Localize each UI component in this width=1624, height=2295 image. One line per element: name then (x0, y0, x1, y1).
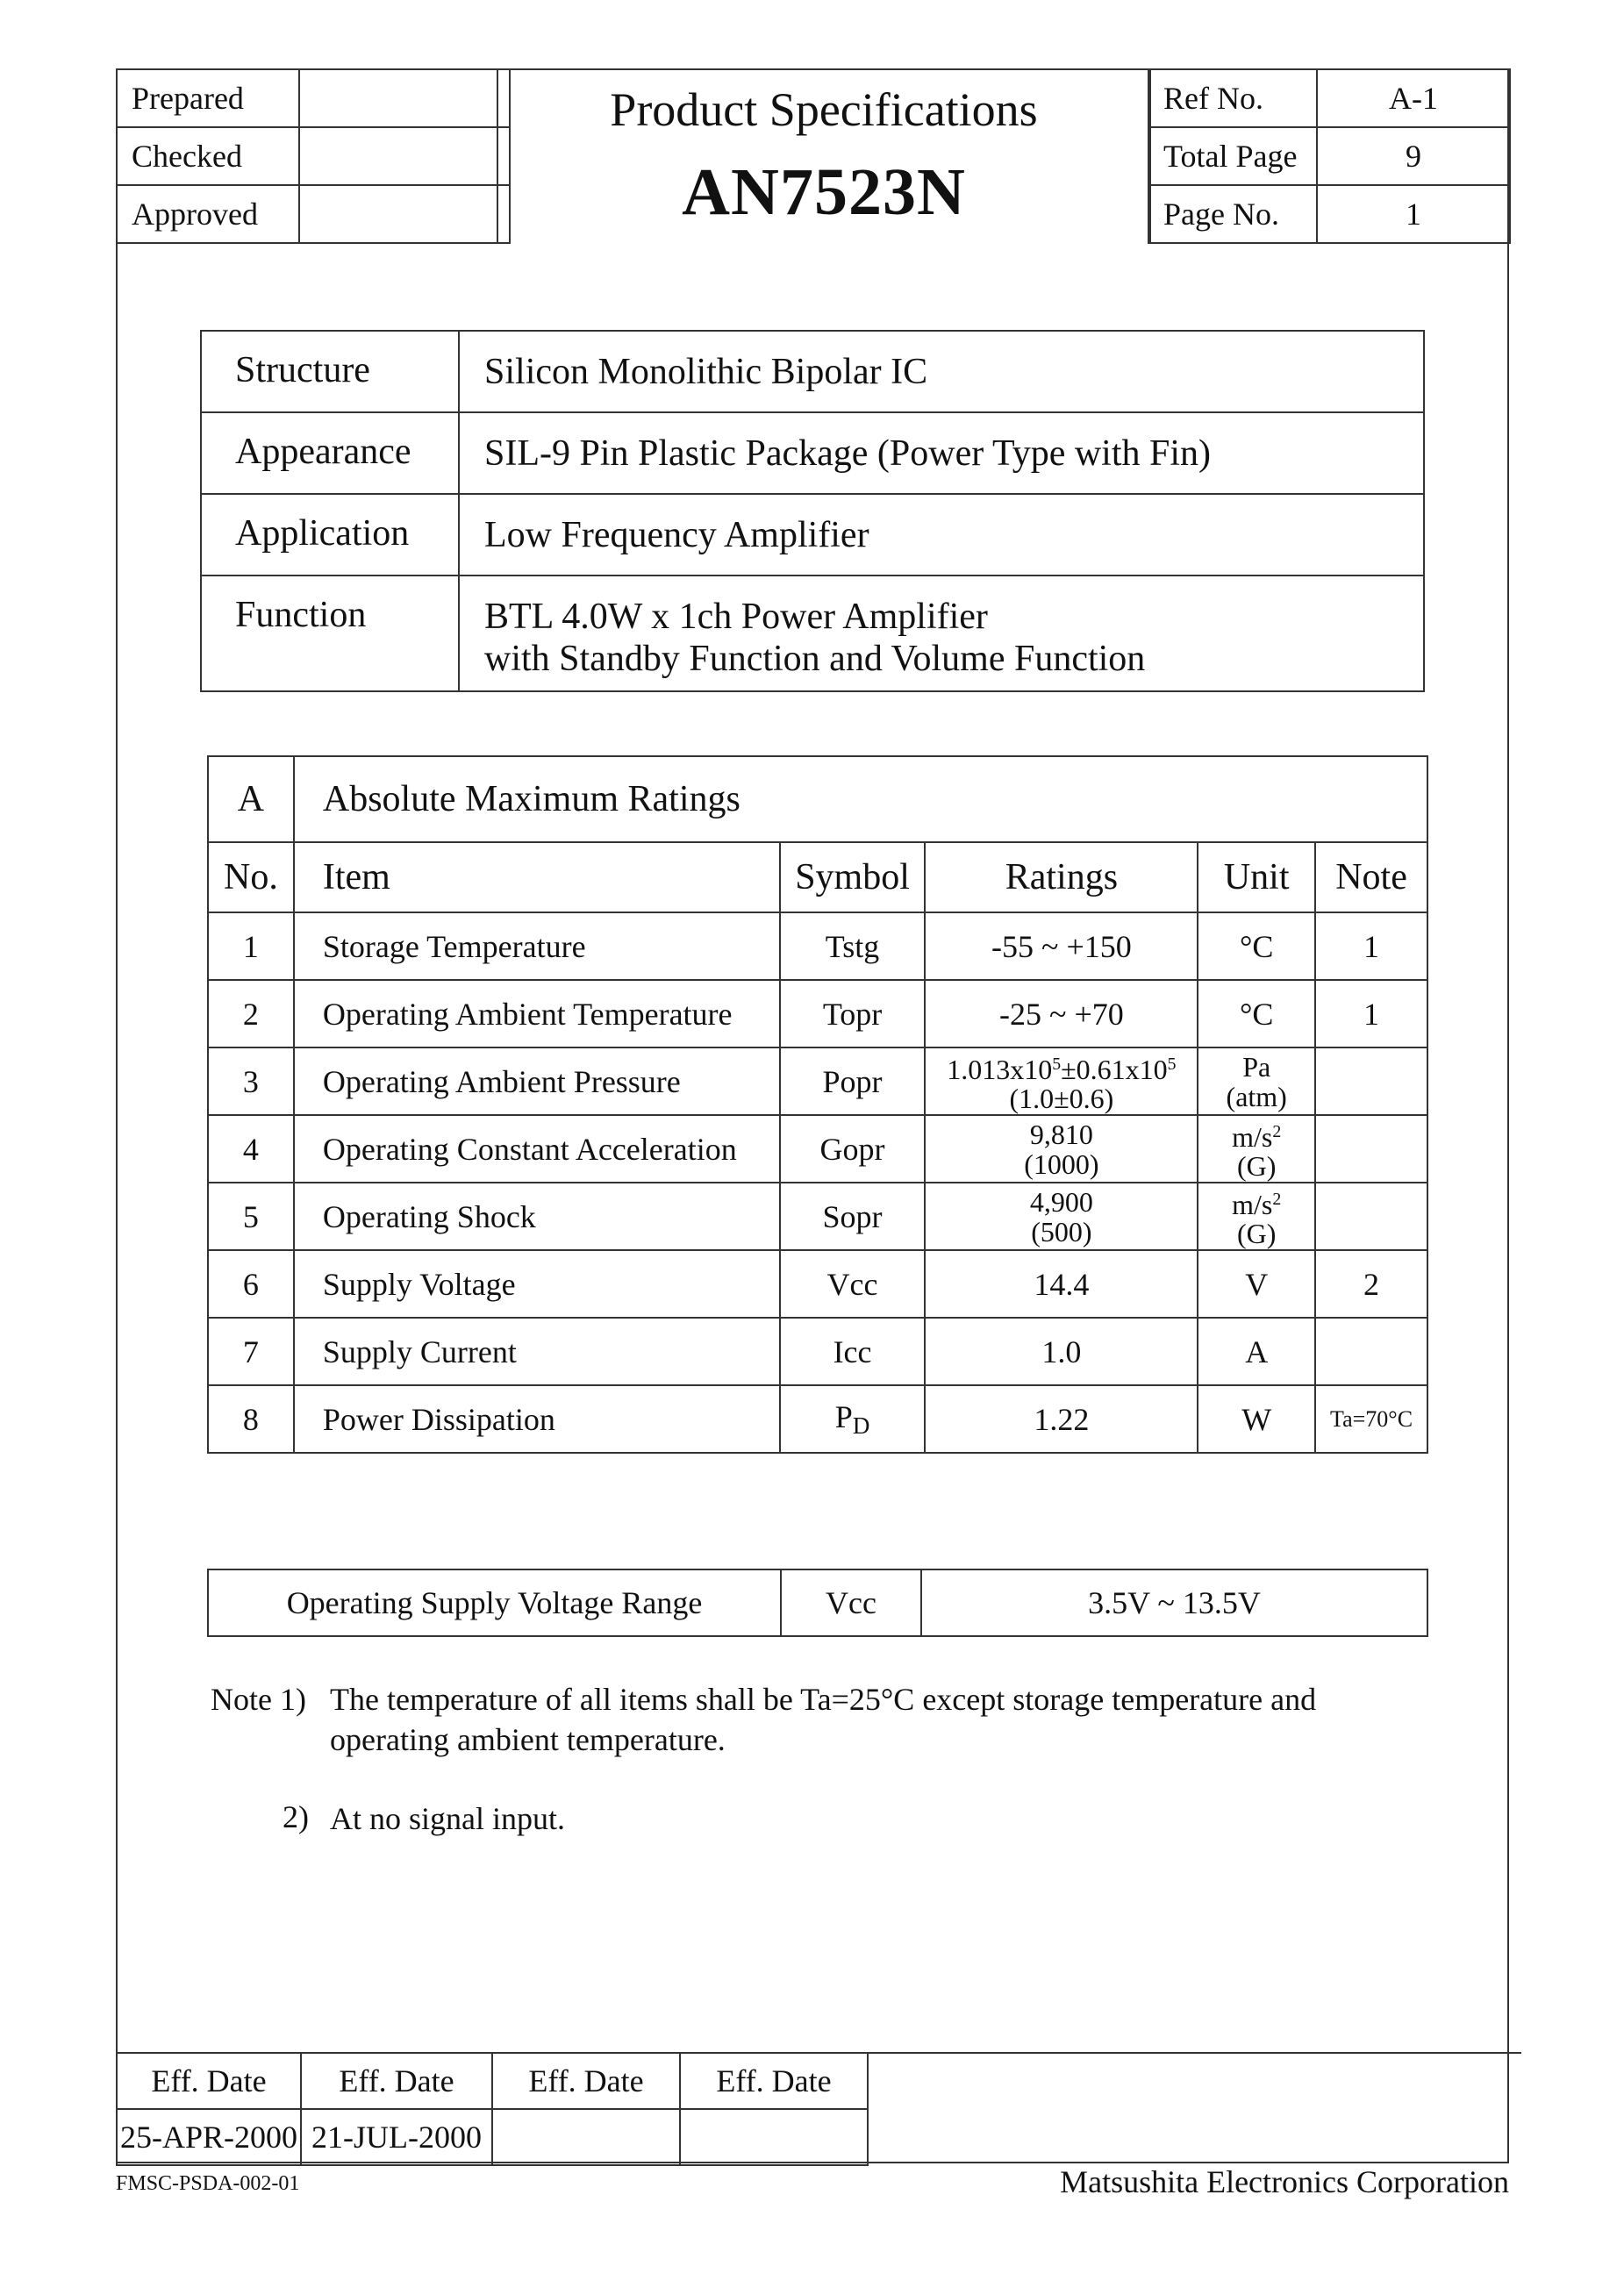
section-letter: A (208, 756, 294, 842)
row-note (1315, 1318, 1427, 1385)
row-rating: -25 ~ +70 (925, 980, 1198, 1047)
document-title-block (497, 68, 1151, 242)
table-row (208, 1318, 1427, 1385)
application-value: Low Frequency Amplifier (459, 494, 1424, 576)
row-no: 4 (208, 1115, 294, 1183)
document-title: Product Specifications (610, 83, 1038, 136)
row-unit: °C (1198, 980, 1315, 1047)
oprange-label: Operating Supply Voltage Range (208, 1569, 781, 1636)
row-unit: V (1198, 1250, 1315, 1318)
total-page-value: 9 (1317, 127, 1510, 185)
reference-table (1148, 68, 1511, 244)
row-no: 8 (208, 1385, 294, 1453)
row-unit: W (1198, 1385, 1315, 1453)
note-2-label: 2) (283, 1799, 309, 1834)
row-item: Storage Temperature (294, 912, 780, 980)
prepared-value (299, 69, 510, 127)
row-unit: A (1198, 1318, 1315, 1385)
table-row (208, 1250, 1427, 1318)
row-no: 3 (208, 1047, 294, 1115)
row-no: 6 (208, 1250, 294, 1318)
row-symbol: Sopr (780, 1183, 926, 1250)
eff-date-label: Eff. Date (680, 2053, 868, 2109)
table-row (208, 1385, 1427, 1453)
row-symbol: Vcc (780, 1250, 926, 1318)
prepared-label: Prepared (117, 69, 299, 127)
row-item: Power Dissipation (294, 1385, 780, 1453)
col-ratings: Ratings (925, 842, 1198, 912)
appearance-label: Appearance (201, 412, 459, 494)
row-unit: $m/s^2$ (G) (1198, 1183, 1315, 1250)
ref-no-label: Ref No. (1148, 69, 1317, 127)
page-no-label: Page No. (1148, 185, 1317, 243)
col-item: Item (294, 842, 780, 912)
form-code: FMSC-PSDA-002-01 (116, 2172, 300, 2195)
row-note (1315, 1183, 1427, 1250)
ref-no-value: A-1 (1317, 69, 1510, 127)
row-note: 1 (1315, 912, 1427, 980)
oprange-symbol: Vcc (781, 1569, 921, 1636)
row-item: Supply Current (294, 1318, 780, 1385)
checked-label: Checked (117, 127, 299, 185)
col-unit: Unit (1198, 842, 1315, 912)
row-symbol: Icc (780, 1318, 926, 1385)
col-note: Note (1315, 842, 1427, 912)
note-1-line-1: The temperature of all items shall be Ta=25°C except storage temperature and (330, 1682, 1317, 1717)
eff-date-value (492, 2109, 680, 2165)
row-no: 7 (208, 1318, 294, 1385)
checked-value (299, 127, 510, 185)
table-row (208, 1047, 1427, 1115)
note-2-text: At no signal input. (330, 1801, 565, 1836)
absolute-maximum-ratings-table (207, 755, 1428, 1454)
eff-date-label: Eff. Date (301, 2053, 492, 2109)
row-item: Supply Voltage (294, 1250, 780, 1318)
approved-label: Approved (117, 185, 299, 243)
row-unit: °C (1198, 912, 1315, 980)
row-symbol: $P_D$ (780, 1385, 926, 1453)
operating-range-table (207, 1569, 1428, 1637)
row-no: 1 (208, 912, 294, 980)
row-note: 1 (1315, 980, 1427, 1047)
function-line-1: BTL 4.0W x 1ch Power Amplifier (484, 597, 988, 637)
eff-date-label: Eff. Date (117, 2053, 301, 2109)
eff-date-value: 25-APR-2000 (117, 2109, 301, 2165)
row-symbol: Popr (780, 1047, 926, 1115)
footer-blank (868, 2053, 1521, 2165)
company-name: Matsushita Electronics Corporation (1060, 2164, 1509, 2199)
eff-date-value: 21-JUL-2000 (301, 2109, 492, 2165)
row-item: Operating Constant Acceleration (294, 1115, 780, 1183)
general-info-table (200, 330, 1425, 692)
oprange-value: 3.5V ~ 13.5V (921, 1569, 1427, 1636)
note-1-line-2: operating ambient temperature. (330, 1722, 726, 1757)
row-no: 5 (208, 1183, 294, 1250)
table-row (208, 1183, 1427, 1250)
eff-date-label: Eff. Date (492, 2053, 680, 2109)
page-no-value: 1 (1317, 185, 1510, 243)
row-rating: $1.013x10^5\pm 0.61x10^5$ (1.0±0.6) (925, 1047, 1198, 1115)
row-rating: -55 ~ +150 (925, 912, 1198, 980)
table-row (208, 980, 1427, 1047)
function-line-2: with Standby Function and Volume Function (484, 639, 1146, 679)
note-1-label: Note 1) (211, 1682, 306, 1717)
row-symbol: Topr (780, 980, 926, 1047)
appearance-value: SIL-9 Pin Plastic Package (Power Type with Fin) (459, 412, 1424, 494)
row-rating: 14.4 (925, 1250, 1198, 1318)
approved-value (299, 185, 510, 243)
row-unit: Pa (atm) (1198, 1047, 1315, 1115)
section-title: Absolute Maximum Ratings (294, 756, 1427, 842)
row-note: Ta=70°C (1315, 1385, 1427, 1453)
structure-value: Silicon Monolithic Bipolar IC (459, 331, 1424, 412)
approval-table (116, 68, 511, 244)
part-number: AN7523N (682, 155, 966, 229)
row-rating: 1.22 (925, 1385, 1198, 1453)
function-label: Function (201, 576, 459, 691)
col-no: No. (208, 842, 294, 912)
row-item: Operating Shock (294, 1183, 780, 1250)
eff-date-value (680, 2109, 868, 2165)
row-unit: $m/s^2$ (G) (1198, 1115, 1315, 1183)
table-row (208, 1115, 1427, 1183)
table-row (208, 912, 1427, 980)
row-note (1315, 1047, 1427, 1115)
col-symbol: Symbol (780, 842, 926, 912)
row-note (1315, 1115, 1427, 1183)
row-item: Operating Ambient Temperature (294, 980, 780, 1047)
row-rating: 1.0 (925, 1318, 1198, 1385)
row-item: Operating Ambient Pressure (294, 1047, 780, 1115)
total-page-label: Total Page (1148, 127, 1317, 185)
row-symbol: Tstg (780, 912, 926, 980)
structure-label: Structure (201, 331, 459, 412)
effective-date-table (116, 2052, 1521, 2166)
row-symbol: Gopr (780, 1115, 926, 1183)
function-value (459, 576, 1424, 691)
row-no: 2 (208, 980, 294, 1047)
application-label: Application (201, 494, 459, 576)
row-rating: 4,900 (500) (925, 1183, 1198, 1250)
row-note: 2 (1315, 1250, 1427, 1318)
row-rating: 9,810 (1000) (925, 1115, 1198, 1183)
